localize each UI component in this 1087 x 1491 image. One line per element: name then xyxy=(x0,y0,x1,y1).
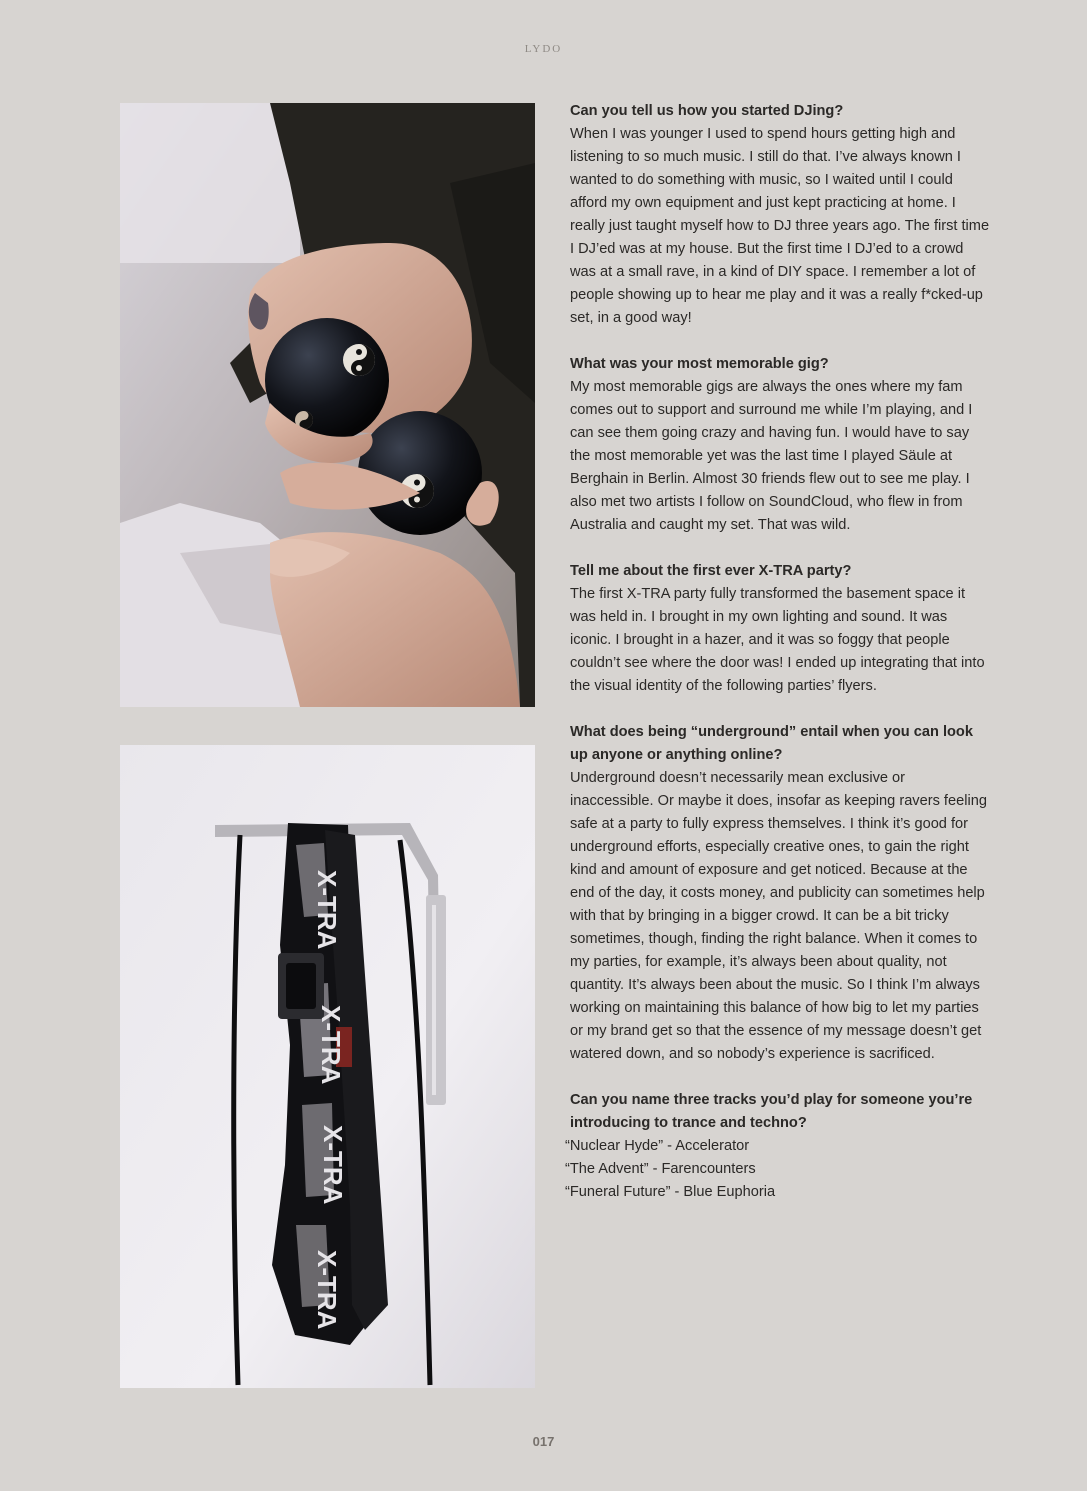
answer-3: The first X-TRA party fully transformed the basement space it was held in. I brought in my own lighting and sound. It was iconic. I brought in a hazer, and it was so foggy that people couldn’t see where the door was! I ended up integrating that into the visual identity of the following parties’ flyers. xyxy=(570,586,985,694)
photo-xtra-lanyard-on-hook xyxy=(120,745,535,1388)
strap-text-1: X-TRA xyxy=(312,870,342,950)
qa-block-5 xyxy=(565,1089,990,1204)
interview-column xyxy=(565,100,990,1227)
answer-2: My most memorable gigs are always the ones where my fam comes out to support and surround me while I’m playing, and I can see them going crazy and having fun. I would have to say the most memorable yet was the last time I played Säule at Berghain in Berlin. Almost 30 friends flew out to see me play. I also met two artists I follow on SoundCloud, who flew in from Australia and caught my set. That was wild. xyxy=(570,379,973,533)
track-list xyxy=(565,1135,990,1204)
qa-block-1 xyxy=(570,100,990,330)
magazine-header: LYDO xyxy=(524,43,563,55)
question-4: What does being “underground” entail when you can look up anyone or anything online? xyxy=(570,724,973,763)
answer-4: Underground doesn’t necessarily mean exclusive or inaccessible. Or maybe it does, insofar as keeping ravers feeling safe at a party to fully express themselves. I think it’s good for underground efforts, especially creative ones, to gain the right kind and amount of exposure and get noticed. Because at the end of the day, it costs money, and publicity can sometimes help with that by bringing in a bigger crowd. It can be a bit tricky sometimes, though, finding the right balance. When it comes to my parties, for example, it’s always been about quality, not quantity. It’s always been about the music. So I think I’m always working on maintaining this balance of how big to let my parties or my brand get so that the essence of my message doesn’t get watered down, and so nobody’s experience is sacrificed. xyxy=(570,770,987,1062)
photo-hands-yin-yang-balls xyxy=(120,103,535,707)
track-item: “Funeral Future” - Blue Euphoria xyxy=(565,1184,776,1200)
question-2: What was your most memorable gig? xyxy=(570,356,829,372)
question-3: Tell me about the first ever X-TRA party? xyxy=(570,563,852,579)
strap-text-3: X-TRA xyxy=(318,1125,348,1205)
qa-block-4 xyxy=(570,721,990,1066)
strap-text-4: X-TRA xyxy=(312,1250,342,1330)
question-1: Can you tell us how you started DJing? xyxy=(570,103,844,119)
question-5: Can you name three tracks you’d play for someone you’re introducing to trance and techno? xyxy=(570,1092,973,1131)
track-item: “The Advent” - Farencounters xyxy=(565,1161,756,1177)
qa-block-3 xyxy=(570,560,990,698)
strap-text-2: X-TRA xyxy=(316,1005,346,1085)
page-number: 017 xyxy=(532,1434,555,1449)
track-item: “Nuclear Hyde” - Accelerator xyxy=(565,1138,750,1154)
qa-block-2 xyxy=(570,353,990,537)
answer-1: When I was younger I used to spend hours getting high and listening to so much music. I still do that. I’ve always known I wanted to do something with music, so I waited until I could afford my own equipment and just kept practicing at home. I really just taught myself how to DJ three years ago. The first time I DJ’ed was at my house. But the first time I DJ’ed to a crowd was at a small rave, in a kind of DIY space. I remember a lot of people showing up to hear me play and it was a really f*cked-up set, in a good way! xyxy=(570,126,990,326)
